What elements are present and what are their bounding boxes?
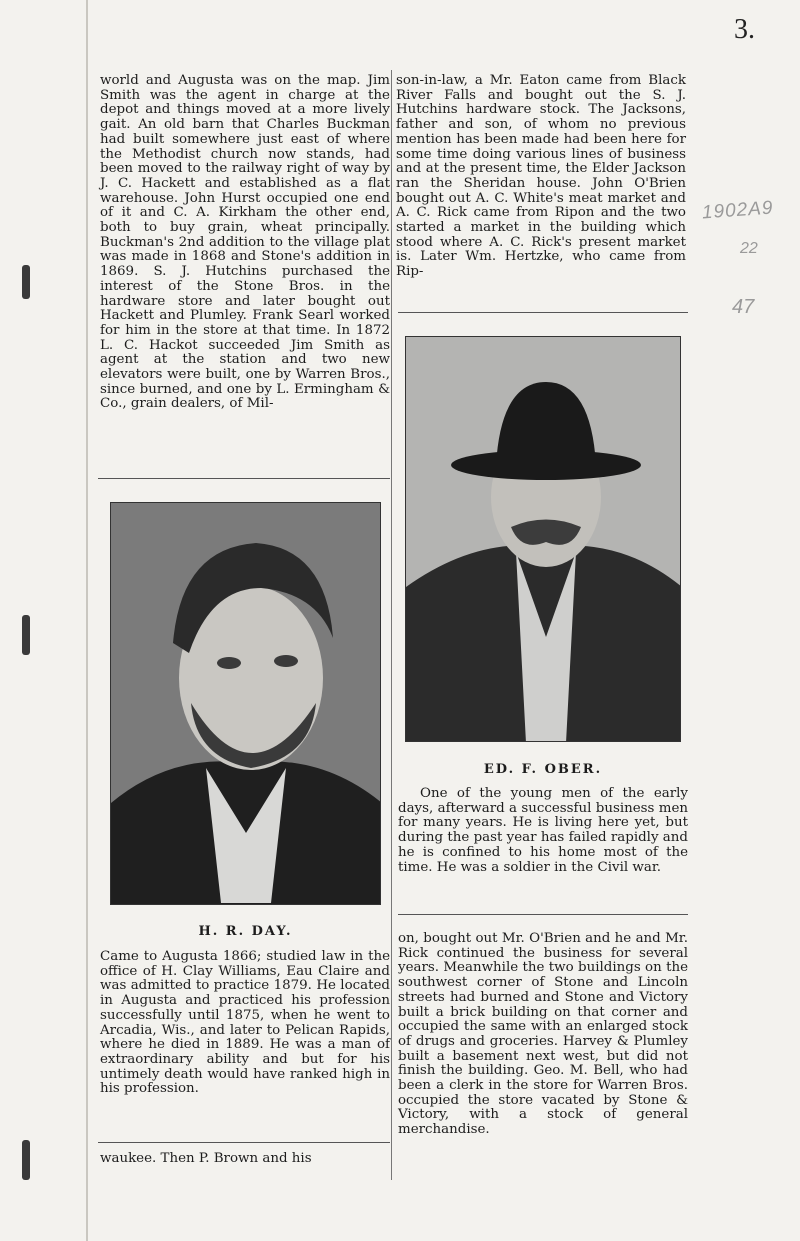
bio-day [100, 950, 390, 1097]
margin-note: 22 [740, 240, 758, 257]
section-rule [98, 1142, 390, 1143]
section-rule [398, 312, 688, 313]
article-column-right [396, 74, 686, 280]
punch-hole [22, 265, 30, 299]
portrait-ober-photo [405, 336, 681, 742]
article-text: son-in-law, a Mr. Eaton came from Black River Falls and bought out the S. J. Hutchins hardware stock. The Jacksons, father and son, of whom no previous mention has been made had been here for some time doing various lines of business and at the present time, the Elder Jackson ran the Sheridan house. John O'Brien bought out A. C. White's meat market and A. C. Rick came from Ripon and the two started a market in the building which stood where A. C. Rick's present market is. Later Wm. Hertzke, who came from Rip- [396, 73, 686, 280]
punch-hole [22, 1140, 30, 1180]
portrait-ober-illustration [406, 337, 681, 742]
column-rule [391, 70, 392, 1180]
portrait-day-caption: H. R. DAY. [198, 924, 293, 939]
bio-text: One of the young men of the early days, afterward a successful business men for many years. He is living here yet, but during the past year has failed rapidly and he is confined to his home most of the time. He was a soldier in the Civil war. [398, 786, 688, 875]
portrait-day-photo [110, 502, 381, 905]
article-column-right-bottom [398, 932, 688, 1138]
bio-text: Came to Augusta 1866; studied law in the office of H. Clay Williams, Eau Claire and was admitted to practice 1879. He located in Augusta and practiced his profession successfully until 1875, when he went to Arcadia, Wis., and later to Pelican Rapids, where he died in 1889. He was a man of extraordinary ability and but for his untimely death would have ranked high in his profession. [100, 949, 390, 1097]
margin-note: 1902A9 [701, 197, 775, 224]
section-rule [398, 914, 688, 915]
margin-note: 47 [732, 296, 755, 318]
section-rule [98, 478, 390, 479]
article-text: waukee. Then P. Brown and his [100, 1151, 312, 1166]
article-column-left [100, 74, 390, 412]
punch-hole [22, 615, 30, 655]
article-text: on, bought out Mr. O'Brien and he and Mr. Rick continued the business for several years. Meanwhile the two buildings on the southwest corner of Stone and Lincoln streets had burned and Stone and Victory built a brick building on that corner and occupied the same with an enlarged stock of drugs and groceries. Harvey & Plumley built a basement next west, but did not finish the building. Geo. M. Bell, who had been a clerk in the store for Warren Bros. occupied the store vacated by Stone & Victory, with a stock of general merchandise. [398, 931, 688, 1138]
article-column-left-bottom [100, 1152, 390, 1167]
portrait-day-illustration [111, 503, 381, 905]
page-number: 3. [734, 14, 755, 45]
portrait-ober-caption: ED. F. OBER. [483, 762, 603, 777]
bio-ober [398, 787, 688, 875]
article-text: world and Augusta was on the map. Jim Smith was the agent in charge at the depot and things moved at a more lively gait. An old barn that Charles Buckman had built somewhere just east of where the Methodist church now stands, had been moved to the railway right of way by J. C. Hackett and established as a flat warehouse. John Hurst occupied one end of it and C. A. Kirkham the other end, both to buy grain, wheat principally. Buckman's 2nd addition to the village plat was made in 1868 and Stone's addition in 1869. S. J. Hutchins purchased the interest of the Stone Bros. in the hardware store and later bought out Hackett and Plumley. Frank Searl worked for him in the store at that time. In 1872 L. C. Hackot succeeded Jim Smith as agent at the station and two new elevators were built, one by Warren Bros., since burned, and one by L. Ermingham & Co., grain dealers, of Mil- [100, 73, 390, 412]
page-fold [86, 0, 88, 1241]
